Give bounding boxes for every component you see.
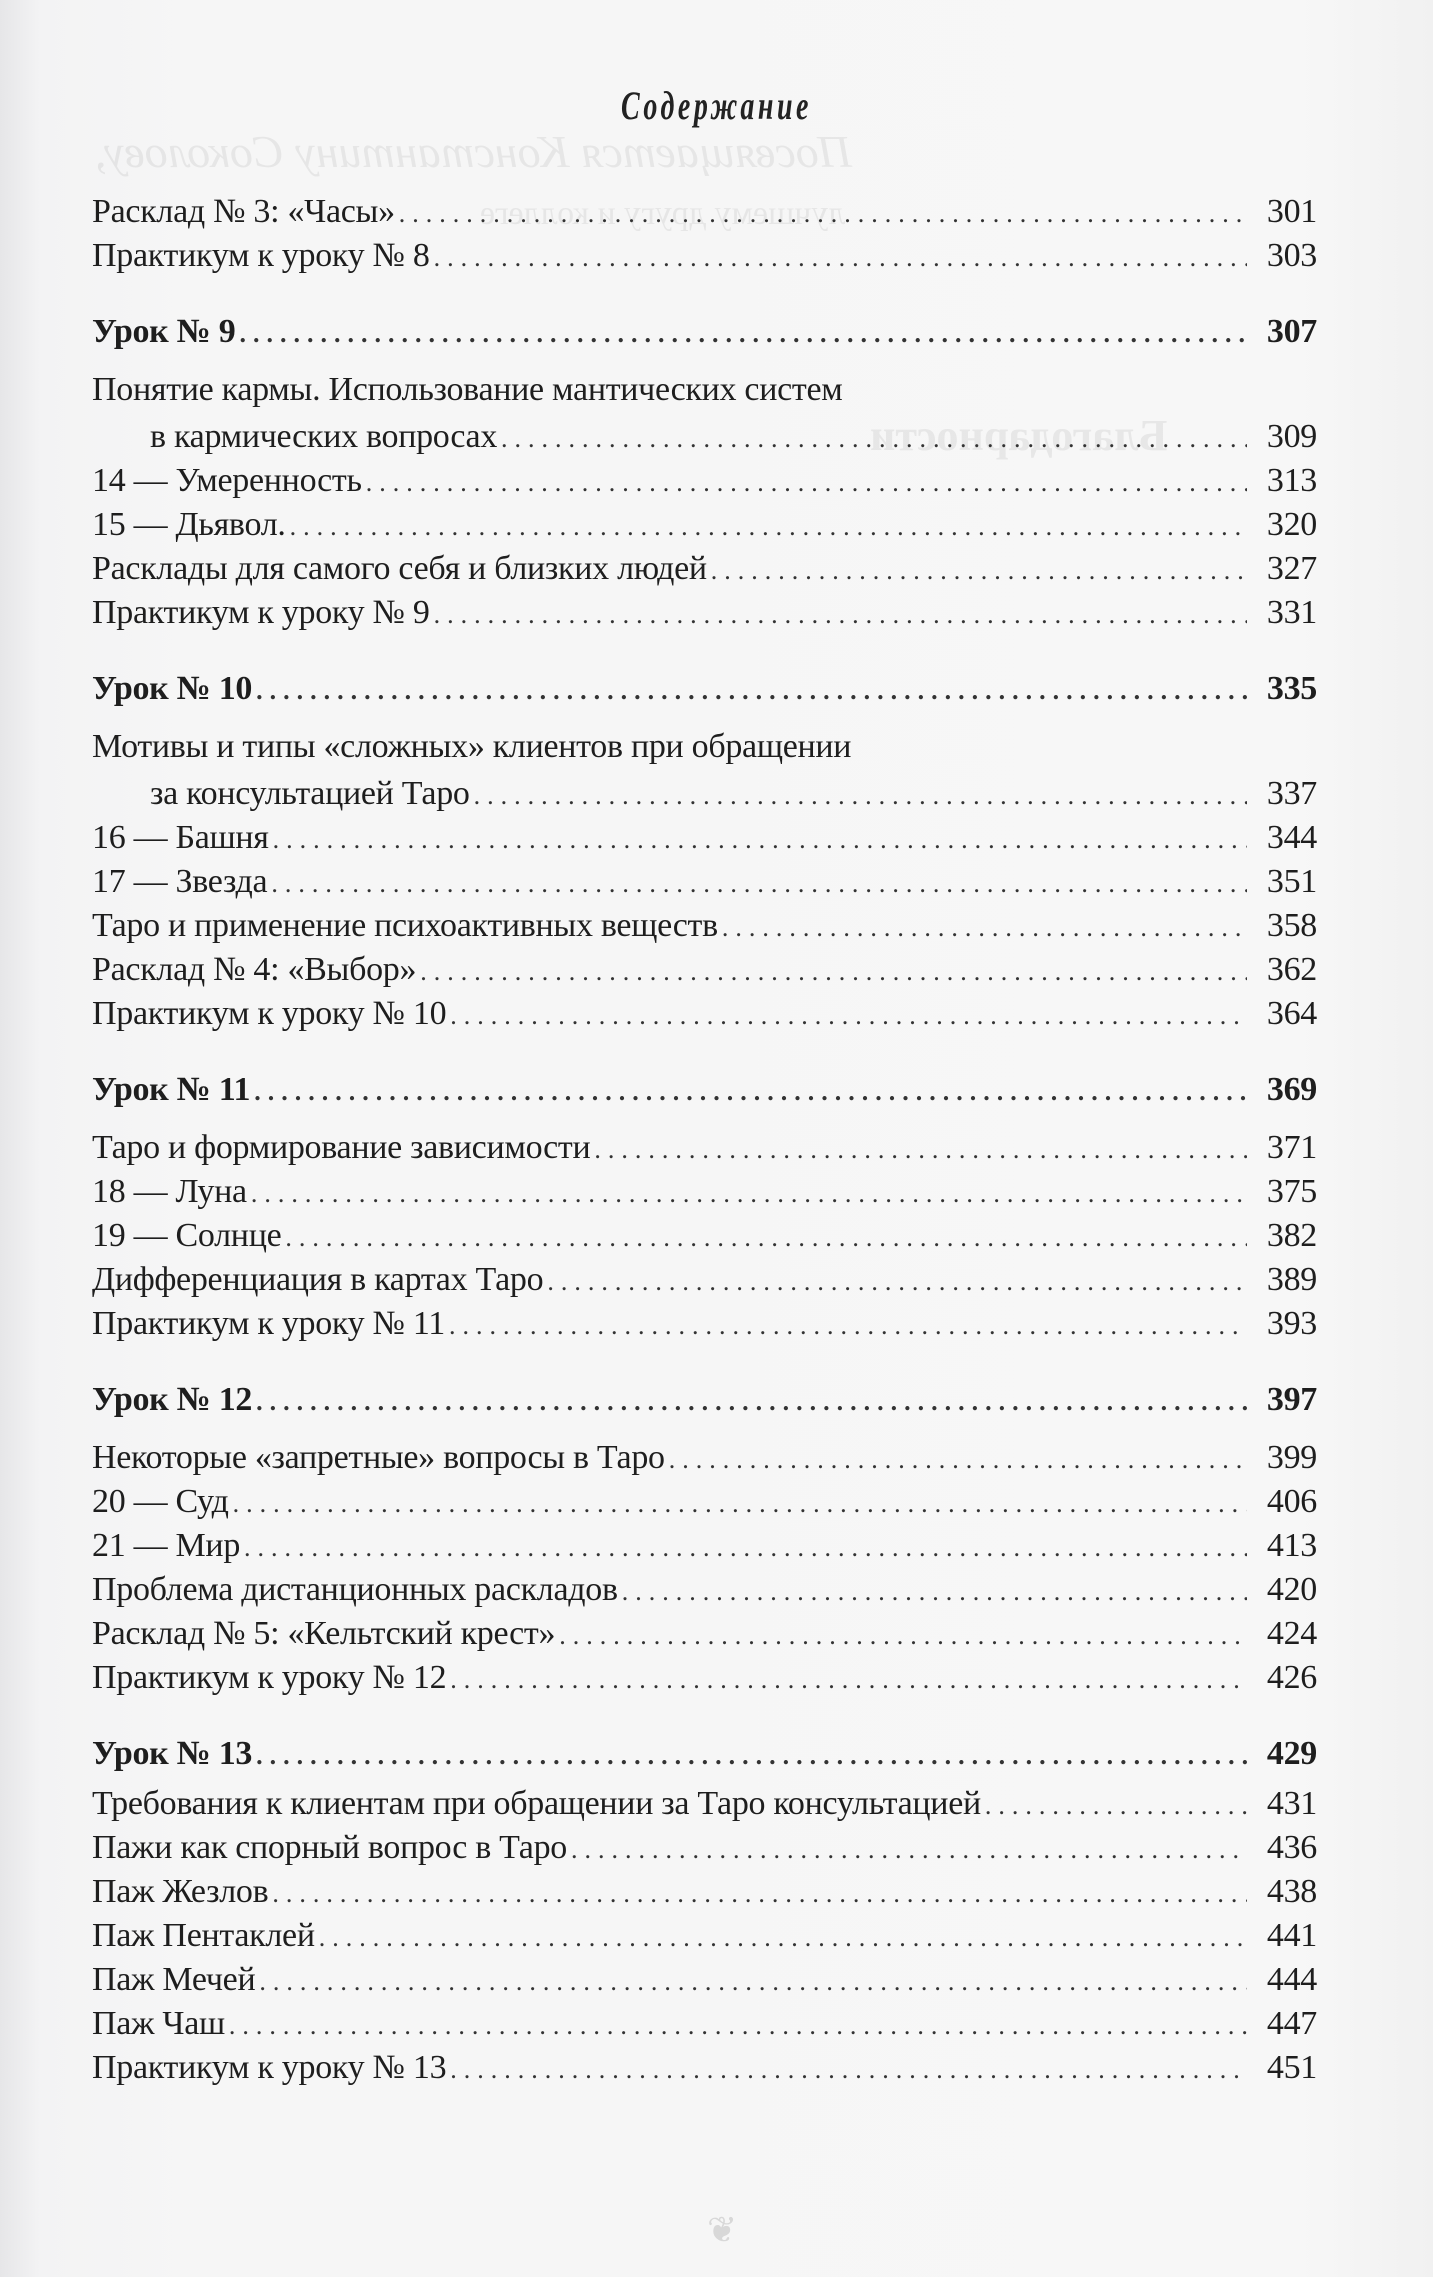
page-title: Содержание — [621, 83, 812, 128]
toc-page-number: 335 — [1266, 670, 1317, 707]
dot-leader — [319, 1918, 1247, 1958]
bleed-through-dedication: Посвящается Константину Соколову, — [95, 126, 853, 177]
toc-page-number: 389 — [1266, 1261, 1317, 1298]
dot-leader — [254, 1072, 1247, 1112]
dot-leader — [434, 238, 1247, 278]
toc-page-number: 337 — [1266, 775, 1317, 812]
toc-lesson-heading[interactable] — [92, 310, 1317, 354]
toc-entry-label: Паж Мечей — [92, 1961, 256, 1998]
toc-page-number: 431 — [1266, 1785, 1317, 1822]
toc-entry[interactable] — [92, 2046, 1317, 2090]
dot-leader — [450, 996, 1247, 1036]
toc-lesson-heading[interactable] — [92, 1378, 1317, 1422]
toc-entry-label: Расклад № 4: «Выбор» — [92, 951, 417, 988]
toc-page-number: 375 — [1266, 1173, 1317, 1210]
toc-entry[interactable] — [92, 992, 1317, 1036]
toc-entry-label: Требования к клиентам при обращении за Таро консультацией — [92, 1785, 981, 1822]
toc-entry-label: Практикум к уроку № 10 — [92, 995, 447, 1032]
toc-entry[interactable] — [92, 1826, 1317, 1870]
toc-entry[interactable] — [92, 1170, 1317, 1214]
toc-page-number: 451 — [1266, 2049, 1317, 2086]
toc-entry-label: Практикум к уроку № 8 — [92, 237, 430, 274]
toc-page-number: 320 — [1266, 506, 1317, 543]
toc-entry[interactable] — [92, 368, 1317, 459]
toc-entry[interactable] — [92, 503, 1317, 547]
toc-page-number: 429 — [1266, 1735, 1317, 1772]
dot-leader — [272, 1874, 1247, 1914]
dot-leader — [450, 1660, 1247, 1700]
toc-entry-label-line2: за консультацией Таро — [150, 775, 470, 812]
dot-leader — [594, 1130, 1247, 1170]
toc-lesson-heading[interactable] — [92, 1732, 1317, 1776]
dot-leader — [722, 908, 1247, 948]
dot-leader — [985, 1786, 1247, 1826]
dot-leader — [434, 595, 1247, 635]
dot-leader — [256, 1736, 1247, 1776]
toc-entry-label: Расклад № 3: «Часы» — [92, 193, 395, 230]
toc-entry[interactable] — [92, 1524, 1317, 1568]
dot-leader — [571, 1830, 1247, 1870]
toc-entry-label-line1: Понятие кармы. Использование мантических систем — [92, 371, 843, 408]
toc-entry-label: 14 — Умеренность — [92, 462, 362, 499]
bleed-through-dedication-2: лучшему другу и коллеге — [480, 195, 846, 232]
toc-page-number: 369 — [1266, 1071, 1317, 1108]
toc-page-number: 331 — [1266, 594, 1317, 631]
toc-entry-label: Паж Пентаклей — [92, 1917, 315, 1954]
dot-leader — [449, 1306, 1247, 1346]
dot-leader — [474, 776, 1247, 816]
dot-leader — [366, 463, 1247, 503]
dot-leader — [239, 314, 1247, 354]
toc-entry[interactable] — [92, 816, 1317, 860]
toc-entry-label-line2: в кармических вопросах — [150, 418, 498, 455]
toc-page-number: 397 — [1266, 1381, 1317, 1418]
toc-page-number: 406 — [1266, 1483, 1317, 1520]
toc-entry[interactable] — [92, 860, 1317, 904]
toc-entry[interactable] — [92, 1612, 1317, 1656]
toc-entry-label: Урок № 13 — [92, 1735, 253, 1772]
toc-entry[interactable] — [92, 1870, 1317, 1914]
toc-page-number: 424 — [1266, 1615, 1317, 1652]
toc-entry-label: 18 — Луна — [92, 1173, 247, 1210]
toc-entry[interactable] — [92, 904, 1317, 948]
toc-entry-label: Паж Чаш — [92, 2005, 225, 2042]
toc-page-number: 371 — [1266, 1129, 1317, 1166]
toc-entry-label: Урок № 9 — [92, 313, 236, 350]
toc-entry-label: Таро и применение психоактивных веществ — [92, 907, 718, 944]
toc-page-number: 303 — [1266, 237, 1317, 274]
toc-page-number: 364 — [1266, 995, 1317, 1032]
toc-page-number: 447 — [1266, 2005, 1317, 2042]
table-of-contents — [92, 190, 1317, 2090]
dot-leader — [547, 1262, 1247, 1302]
toc-entry[interactable] — [92, 190, 1317, 234]
toc-entry-label: Практикум к уроку № 12 — [92, 1659, 447, 1696]
toc-entry-label: Пажи как спорный вопрос в Таро — [92, 1829, 567, 1866]
toc-page-number: 309 — [1266, 418, 1317, 455]
toc-entry[interactable] — [92, 948, 1317, 992]
toc-entry-label: Некоторые «запретные» вопросы в Таро — [92, 1439, 665, 1476]
dot-leader — [450, 2050, 1247, 2090]
toc-entry-label: 15 — Дьявол. — [92, 506, 286, 543]
toc-page-number: 362 — [1266, 951, 1317, 988]
toc-entry[interactable] — [92, 1914, 1317, 1958]
toc-page-number: 301 — [1266, 193, 1317, 230]
dot-leader — [259, 1962, 1247, 2002]
toc-page-number: 344 — [1266, 819, 1317, 856]
fleuron-ornament-icon: ❦ — [707, 2210, 738, 2250]
dot-leader — [559, 1616, 1247, 1656]
toc-lesson-heading[interactable] — [92, 667, 1317, 711]
toc-page-number: 313 — [1266, 462, 1317, 499]
toc-entry-label: Практикум к уроку № 13 — [92, 2049, 447, 2086]
toc-page-number: 441 — [1266, 1917, 1317, 1954]
toc-entry[interactable] — [92, 1958, 1317, 2002]
toc-lesson-heading[interactable] — [92, 1068, 1317, 1112]
dot-leader — [251, 1174, 1247, 1214]
toc-page-number: 444 — [1266, 1961, 1317, 1998]
dot-leader — [233, 1484, 1247, 1524]
toc-entry[interactable] — [92, 459, 1317, 503]
toc-entry-label: Практикум к уроку № 9 — [92, 594, 430, 631]
dot-leader — [285, 1218, 1247, 1258]
dot-leader — [669, 1440, 1247, 1480]
dot-leader — [622, 1572, 1247, 1612]
toc-entry[interactable] — [92, 1214, 1317, 1258]
toc-entry-label: Урок № 11 — [92, 1071, 251, 1108]
toc-page-number: 351 — [1266, 863, 1317, 900]
toc-page-number: 327 — [1266, 550, 1317, 587]
dot-leader — [399, 194, 1247, 234]
dot-leader — [271, 864, 1247, 904]
toc-entry-label: Проблема дистанционных раскладов — [92, 1571, 618, 1608]
toc-page-number: 420 — [1266, 1571, 1317, 1608]
toc-entry-label: Таро и формирование зависимости — [92, 1129, 591, 1166]
toc-entry-label: Дифференциация в картах Таро — [92, 1261, 544, 1298]
toc-entry-label: Урок № 12 — [92, 1381, 253, 1418]
toc-page-number: 399 — [1266, 1439, 1317, 1476]
toc-page-number: 426 — [1266, 1659, 1317, 1696]
toc-entry-label: 20 — Суд — [92, 1483, 229, 1520]
toc-entry-label-line1: Мотивы и типы «сложных» клиентов при обращении — [92, 728, 852, 765]
toc-entry-label: 16 — Башня — [92, 819, 269, 856]
bleed-through-thanks-heading: Благодарности — [870, 411, 1168, 460]
toc-page-number: 358 — [1266, 907, 1317, 944]
toc-entry[interactable] — [92, 2002, 1317, 2046]
toc-page-number: 393 — [1266, 1305, 1317, 1342]
toc-entry[interactable] — [92, 725, 1317, 816]
toc-entry-label: Паж Жезлов — [92, 1873, 269, 1910]
dot-leader — [273, 820, 1247, 860]
dot-leader — [290, 507, 1247, 547]
toc-entry[interactable] — [92, 1258, 1317, 1302]
toc-entry[interactable] — [92, 1782, 1317, 1826]
dot-leader — [256, 671, 1247, 711]
toc-entry-label: Расклады для самого себя и близких людей — [92, 550, 707, 587]
toc-entry-label: Урок № 10 — [92, 670, 253, 707]
dot-leader — [501, 419, 1247, 459]
toc-entry[interactable] — [92, 234, 1317, 278]
toc-entry-label: 17 — Звезда — [92, 863, 268, 900]
toc-entry[interactable] — [92, 1656, 1317, 1700]
toc-entry[interactable] — [92, 591, 1317, 635]
toc-entry-label: 21 — Мир — [92, 1527, 241, 1564]
dot-leader — [229, 2006, 1247, 2046]
dot-leader — [711, 551, 1247, 591]
toc-page-number: 413 — [1266, 1527, 1317, 1564]
toc-entry-label: Практикум к уроку № 11 — [92, 1305, 446, 1342]
toc-page-number: 436 — [1266, 1829, 1317, 1866]
dot-leader — [244, 1528, 1247, 1568]
toc-entry-label: Расклад № 5: «Кельтский крест» — [92, 1615, 556, 1652]
toc-entry-label: 19 — Солнце — [92, 1217, 282, 1254]
toc-entry[interactable] — [92, 1126, 1317, 1170]
toc-entry[interactable] — [92, 1302, 1317, 1346]
toc-page-number: 307 — [1266, 313, 1317, 350]
dot-leader — [420, 952, 1247, 992]
toc-entry[interactable] — [92, 547, 1317, 591]
toc-page-number: 382 — [1266, 1217, 1317, 1254]
dot-leader — [256, 1382, 1247, 1422]
toc-entry[interactable] — [92, 1480, 1317, 1524]
toc-entry[interactable] — [92, 1568, 1317, 1612]
toc-page-number: 438 — [1266, 1873, 1317, 1910]
toc-entry[interactable] — [92, 1436, 1317, 1480]
